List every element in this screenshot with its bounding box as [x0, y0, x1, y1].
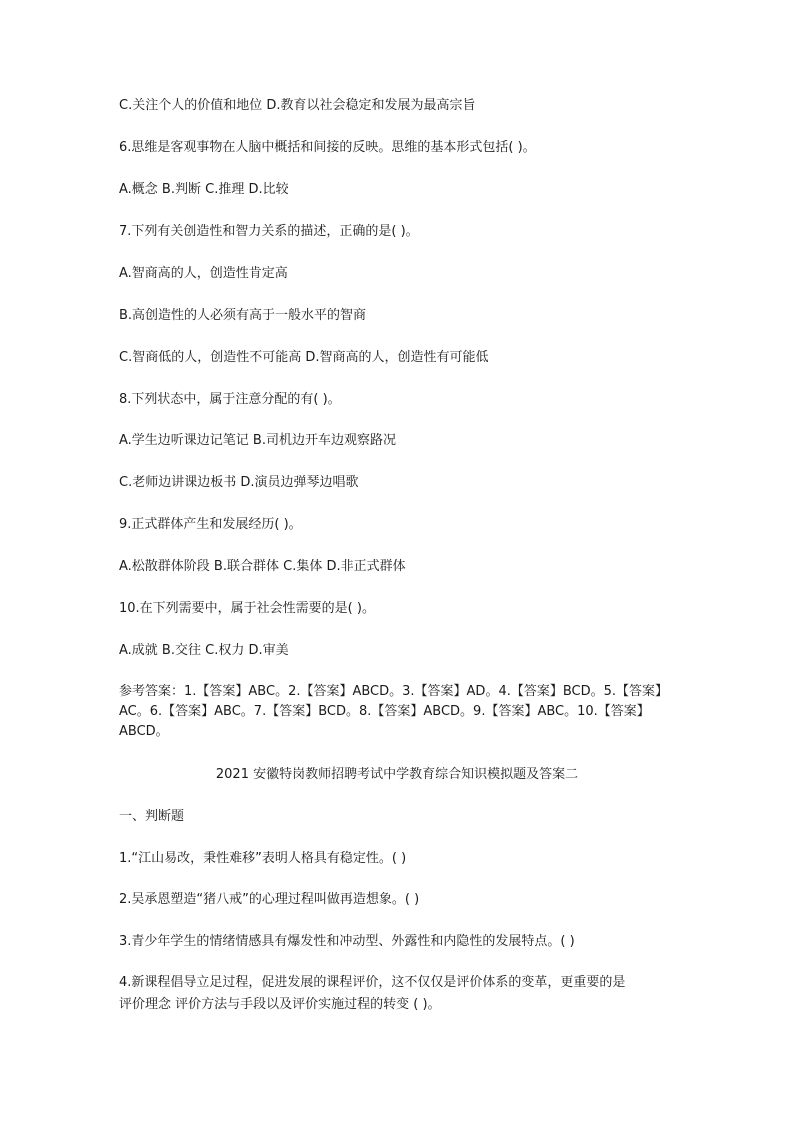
option-7b: B.高创造性的人必须有高于一般水平的智商	[119, 308, 367, 323]
option-7cd: C.智商低的人，创造性不可能高 D.智商高的人，创造性有可能低	[119, 350, 489, 365]
question-8: 8.下列状态中，属于注意分配的有( )。	[119, 392, 341, 407]
answer-key-line-1: 参考答案：1.【答案】ABC。2.【答案】ABCD。3.【答案】AD。4.【答案】BCD。5.【答案】	[119, 684, 669, 699]
option-7a: A.智商高的人，创造性肯定高	[119, 266, 288, 281]
question-6: 6.思维是客观事物在人脑中概括和间接的反映。思维的基本形式包括( )。	[119, 140, 536, 155]
option-line-5cd: C.关注个人的价值和地位 D.教育以社会稳定和发展为最高宗旨	[119, 98, 476, 113]
question-10: 10.在下列需要中，属于社会性需要的是( )。	[119, 601, 375, 616]
options-9: A.松散群体阶段 B.联合群体 C.集体 D.非正式群体	[119, 559, 406, 574]
answer-key-line-2: AC。6.【答案】ABC。7.【答案】BCD。8.【答案】ABCD。9.【答案】ABC。10.【答案】	[119, 704, 650, 719]
options-6: A.概念 B.判断 C.推理 D.比较	[119, 182, 289, 197]
section-title: 2021 安徽特岗教师招聘考试中学教育综合知识模拟题及答案二	[215, 767, 579, 782]
answer-key-line-3: ABCD。	[119, 724, 169, 739]
options-10: A.成就 B.交往 C.权力 D.审美	[119, 643, 289, 658]
option-8cd: C.老师边讲课边板书 D.演员边弹琴边唱歌	[119, 475, 359, 490]
judgment-3: 3.青少年学生的情绪情感具有爆发性和冲动型、外露性和内隐性的发展特点。( )	[119, 934, 575, 949]
judgment-2: 2.吴承恩塑造“猪八戒”的心理过程叫做再造想象。( )	[119, 892, 420, 907]
section-heading: 一、判断题	[119, 809, 185, 824]
judgment-4-line-2: 评价理念 评价方法与手段以及评价实施过程的转变 ( )。	[119, 997, 441, 1012]
option-8ab: A.学生边听课边记笔记 B.司机边开车边观察路况	[119, 433, 396, 448]
judgment-4-line-1: 4.新课程倡导立足过程，促进发展的课程评价，这不仅仅是评价体系的变革，更重要的是	[119, 975, 626, 990]
question-9: 9.正式群体产生和发展经历( )。	[119, 517, 302, 532]
judgment-1: 1.“江山易改，秉性难移”表明人格具有稳定性。( )	[119, 851, 407, 866]
question-7: 7.下列有关创造性和智力关系的描述，正确的是( )。	[119, 224, 419, 239]
